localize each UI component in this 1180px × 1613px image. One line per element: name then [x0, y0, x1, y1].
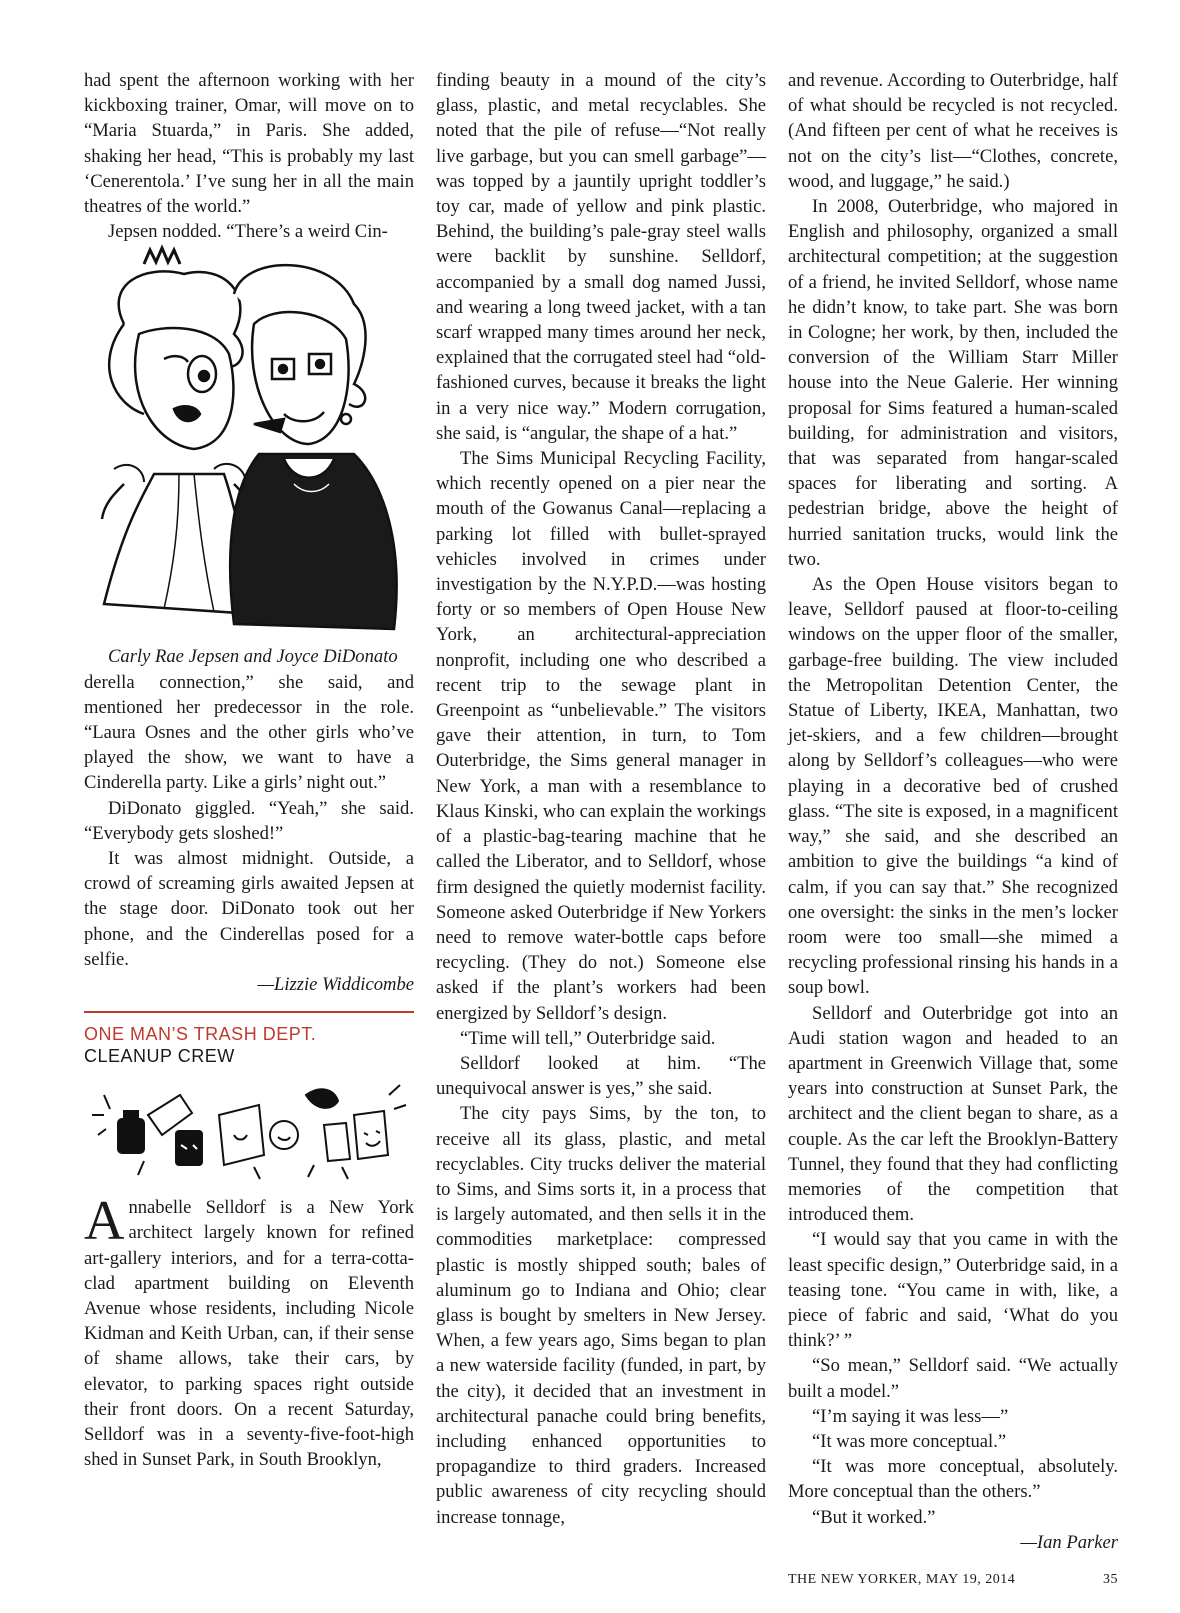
byline: —Ian Parker: [1020, 1531, 1118, 1553]
cinderellas-caricature: [84, 244, 414, 644]
dancing-recyclables-spot-illustration: [84, 1075, 414, 1185]
page-footer: [788, 1572, 1118, 1588]
magazine-folio: THE NEW YORKER, MAY 19, 2014: [788, 1572, 1016, 1587]
page-number: 35: [1103, 1572, 1118, 1587]
paragraph: The Sims Municipal Recycling Facility, which recently opened on a pier near the mouth of the Gowanus Canal—replacing a parking lot filled with bullet-sprayed vehicles involved in crimes under investigation by the N.Y.P.D.—was hosting forty or so members of Open House New York, an architectural-appreciation nonprofit, including one who described a recent trip to the sewage plant in Greenpoint as “unbelievable.” The visitors gave their attention, in turn, to Tom Outerbridge, the Sims general manager in New York, a man with a resemblance to Klaus Kinski, who can explain the workings of a plastic-bag-tearing machine that he called the Liberator, and to Selldorf, whose firm designed the quietly modernist facility. Someone asked Outerbridge if New Yorkers need to remove water-bottle caps before recycling. (They do not.) Someone else asked if the plant’s workers had been energized by Selldorf’s design.: [436, 448, 766, 1024]
illustration-caption: Carly Rae Jepsen and Joyce DiDonato: [108, 646, 398, 668]
paragraph: “Time will tell,” Outerbridge said.: [460, 1027, 716, 1049]
didonato-drawing: [230, 266, 396, 630]
paragraph: “So mean,” Selldorf said. “We actually built a model.”: [788, 1355, 1118, 1402]
paragraph-text: nnabelle Selldorf is a New York architect largely known for refined art-gallery interiors, and for a terra-cotta-clad apartment building on Eleventh Avenue whose residents, including Nicole Kidman and Keith Urban, can, if their sense of shame allows, take their cars, by elevator, to parking spaces right outside their front doors. On a recent Saturday, Selldorf was in a seventy-five-foot-high shed in Sunset Park, in South Brooklyn,: [84, 1197, 414, 1471]
paragraph: As the Open House visitors began to leave, Selldorf paused at floor-to-ceiling windows on the upper floor of the smaller, garbage-free building. The view included the Metropolitan Detention Center, the Statue of Liberty, IKEA, Manhattan, two jet-skiers, and a few children—brought along by Selldorf’s colleagues—who were playing in a decorative bed of crushed glass. “The site is exposed, in a magnificent way,” she said, and she described an ambition to give the buildings “a kind of calm, if you can say that.” She recognized one oversight: the sinks in the men’s locker room were too small—she mimed a recycling professional rinsing his hands in a soup bowl.: [788, 574, 1118, 999]
drop-cap: A: [84, 1190, 125, 1253]
section-divider: [84, 1011, 414, 1013]
paragraph: Selldorf looked at him. “The unequivocal answer is yes,” she said.: [436, 1052, 766, 1100]
paragraph: DiDonato giggled. “Yeah,” she said. “Everybody gets sloshed!”: [84, 797, 414, 844]
byline: —Lizzie Widdicombe: [257, 974, 414, 996]
paragraph: It was almost midnight. Outside, a crowd of screaming girls awaited Jepsen at the stage door. DiDonato took out her phone, and the Cinderellas posed for a selfie.: [84, 848, 414, 970]
paragraph: derella connection,” she said, and mentioned her predecessor in the role. “Laura Osnes and the other girls who’ve played the show, we want to have a Cinderella party. Like a girls’ night out.”: [84, 671, 414, 794]
paragraph: and revenue. According to Outerbridge, half of what should be recycled is not recycled. (And fifteen per cent of what he receives is not on the city’s list—“Clothes, concrete, wood, and luggage,” he said.): [788, 70, 1118, 192]
paragraph: “I would say that you came in with the least specific design,” Outerbridge said, in a teasing tone. “You came in with, like, a piece of fabric and said, ‘What do you think?’ ”: [788, 1229, 1118, 1352]
story-lead-paragraph: [84, 1190, 414, 1472]
paragraph: “It was more conceptual.”: [812, 1430, 1007, 1452]
paragraph: finding beauty in a mound of the city’s glass, plastic, and metal recyclables. She noted that the pile of refuse—“Not really live garbage, but you can smell garbage”—was topped by a jauntily upright toddler’s toy car, made of yellow and pink plastic. Behind, the building’s pale-gray steel walls were backlit by sunshine. Selldorf, accompanied by a small dog named Jussi, and wearing a long tweed jacket, with a tan scarf wrapped many times around her neck, explained that the corrugated steel had “old-fashioned curves, because it breaks the light in a very nice way.” Modern corrugation, she said, is “angular, the shape of a hat.”: [436, 70, 766, 444]
paragraph: “But it worked.”: [812, 1506, 936, 1528]
paragraph: “It was more conceptual, absolutely. More conceptual than the others.”: [788, 1456, 1118, 1503]
paragraph: “I’m saying it was less—”: [812, 1405, 1009, 1427]
paragraph: had spent the afternoon working with her kickboxing trainer, Omar, will move on to “Maria Stuarda,” in Paris. She added, shaking her head, “This is probably my last ‘Cenerentola.’ I’ve sung her in all the main theatres of the world.”: [84, 70, 414, 218]
column-3: [788, 68, 1118, 1555]
column-1: [84, 68, 414, 1473]
paragraph: The city pays Sims, by the ton, to receive all its glass, plastic, and metal recyclables. City trucks deliver the material to Sims, and Sims sorts it, in a process that is largely automated, and then sells it in the commodities marketplace: compressed plastic is mostly shipped south; bales of aluminum go to Indiana and Ohio; clear glass is bought by smelters in New Jersey. When, a few years ago, Sims began to plan a new waterside facility (funded, in part, by the city), it decided that an investment in architectural panache could bring benefits, including enhanced opportunities to propagandize to third graders. Increased public awareness of city recycling should increase tonnage,: [436, 1103, 766, 1528]
paragraph: In 2008, Outerbridge, who majored in English and philosophy, organized a small architectural competition; at the suggestion of a friend, he invited Selldorf, whose name he didn’t know, to take part. She was born in Cologne; her work, by then, included the conversion of the William Starr Miller house into the Neue Galerie. Her winning proposal for Sims featured a human-scaled building, for administration and visitors, that was separated from hangar-scaled spaces for liberating and sorting. A pedestrian bridge, above the height of hurried sanitation trucks, would link the two.: [788, 196, 1118, 570]
department-kicker: ONE MAN’S TRASH DEPT.: [84, 1024, 317, 1045]
story-headline: CLEANUP CREW: [84, 1046, 235, 1067]
paragraph: Selldorf and Outerbridge got into an Audi station wagon and headed to an apartment in Greenwich Village that, some years into construction at Sunset Park, the architect and the client began to share, as a couple. As the car left the Brooklyn-Battery Tunnel, they found that they had conflicting memories of the competition that introduced them.: [788, 1002, 1118, 1226]
paragraph: Jepsen nodded. “There’s a weird Cin-: [108, 221, 388, 243]
column-2: [436, 68, 766, 1530]
